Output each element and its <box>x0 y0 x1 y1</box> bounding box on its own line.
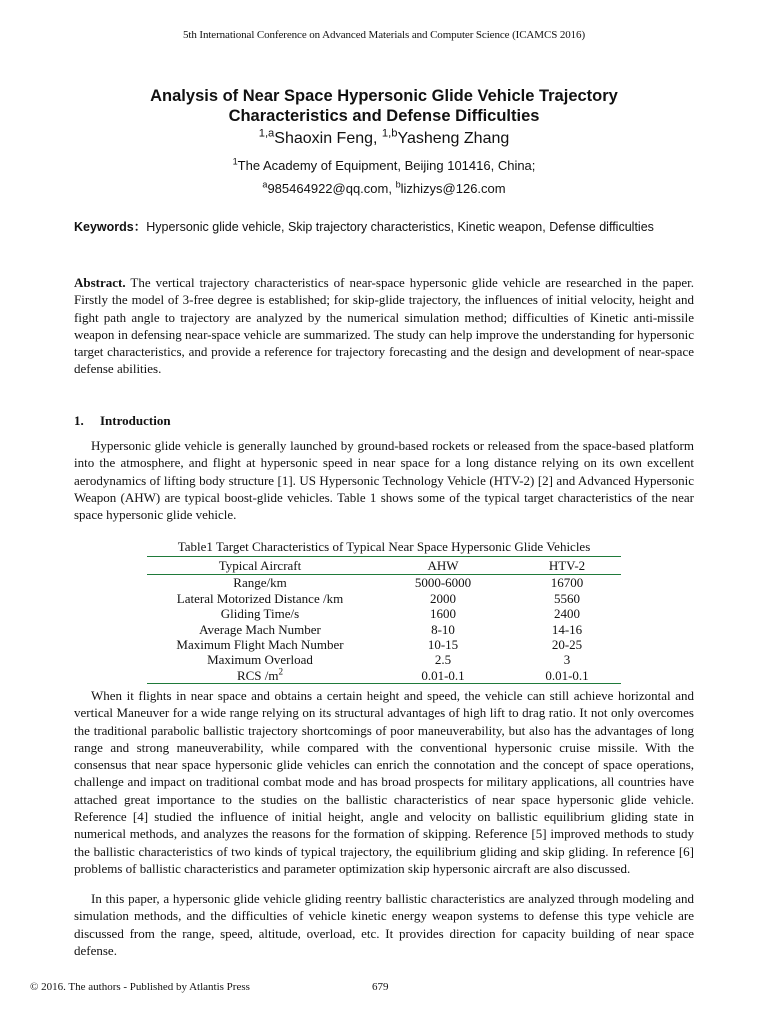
intro-paragraph-3: In this paper, a hypersonic glide vehicle gliding reentry ballistic characteristics are analyzed through modeling and simulation methods, and the difficulties of vehicle kinetic energy weapon systems to defense this type vehicle are discussed from the range, speed, altitude, overload, etc. It provides direction for capacity building of near space defense. <box>74 891 694 958</box>
table-cell: 0.01-0.1 <box>545 667 589 683</box>
email-b-superscript: b <box>395 179 401 190</box>
table-cell: 2000 <box>430 590 456 606</box>
table-cell: 5000-6000 <box>414 575 472 591</box>
table-cell: 20-25 <box>551 637 583 653</box>
target-characteristics-table <box>147 556 621 684</box>
table-cell: Lateral Motorized Distance /km <box>176 590 344 606</box>
abstract-text: The vertical trajectory characteristics of near-space hypersonic glide vehicle are researched in the paper. Firstly the model of 3-free degree is established; for skip-glide trajectory, the influences of initial velocity, height and fight path angle to trajectory are analyzed by the numerical simulation method; difficulties of Kinetic anti-missile weapon in defensing near-space vehicle are summarized. The study can help improve the understanding for hypersonic target characteristics, and provide a reference for trajectory forecasting and the design and development of near-space defense abilities. <box>74 275 694 377</box>
footer-copyright: © 2016. The authors - Published by Atlantis Press <box>30 981 250 993</box>
table-header-cell: Typical Aircraft <box>147 557 373 575</box>
table-cell: 3 <box>563 652 571 668</box>
section-number: 1. <box>74 413 84 428</box>
table-header-row <box>147 557 621 575</box>
page-number: 679 <box>372 981 389 993</box>
table-cell: 5560 <box>554 590 580 606</box>
author2-name: Yasheng Zhang <box>397 130 510 147</box>
author1-superscript: 1,a <box>258 127 275 140</box>
table-cell: 8-10 <box>431 621 455 637</box>
abstract <box>74 274 694 378</box>
paper-title <box>60 86 708 126</box>
table-row <box>147 652 621 667</box>
intro-paragraph-1: Hypersonic glide vehicle is generally launched by ground-based rockets or released from the space-based platform into the atmosphere, and flight at hypersonic speed in near space for a long distance relying on its own excellent aerodynamics of lifting body structure [1]. US Hypersonic Technology Vehicle (HTV-2) [2] and Advanced Hypersonic Weapon (AHW) are typical boost-glide vehicles. Table 1 shows some of the typical target characteristics of the near space hypersonic glide vehicle. <box>74 438 694 523</box>
table-cell: 2400 <box>554 606 580 622</box>
affiliation-text: The Academy of Equipment, Beijing 101416, China; <box>237 158 536 173</box>
conference-header: 5th International Conference on Advanced Materials and Computer Science (ICAMCS 2016) <box>182 29 586 41</box>
affiliation <box>0 157 768 175</box>
table-cell: 10-15 <box>427 637 459 653</box>
rcs-superscript: 2 <box>278 666 284 677</box>
affiliation-superscript: 1 <box>232 156 238 167</box>
table-cell: Average Mach Number <box>199 621 321 637</box>
table-cell: 1600 <box>430 606 456 622</box>
table-row <box>147 622 621 637</box>
table-cell: 0.01-0.1 <box>421 667 465 683</box>
email-b: lizhizys@126.com <box>400 181 506 196</box>
table-cell: 2.5 <box>434 652 452 668</box>
table-cell: Maximum Flight Mach Number <box>176 637 344 653</box>
table-header-cell: AHW <box>373 557 513 575</box>
table-row <box>147 668 621 684</box>
rcs-label: RCS /m <box>236 667 279 683</box>
table-cell: Gliding Time/s <box>220 606 300 622</box>
table-cell: 16700 <box>550 575 584 591</box>
table-cell: Range/km <box>233 575 287 591</box>
author1-name: Shaoxin Feng, <box>274 130 382 147</box>
table-cell <box>147 668 373 684</box>
keywords-label: Keywords： <box>74 220 147 234</box>
table-cell: Maximum Overload <box>207 652 313 668</box>
email-a: 985464922@qq.com, <box>267 181 396 196</box>
table-row <box>147 606 621 621</box>
table-row <box>147 637 621 652</box>
table-row <box>147 575 621 591</box>
author2-superscript: 1,b <box>381 127 398 140</box>
title-line-1: Analysis of Near Space Hypersonic Glide Vehicle Trajectory <box>150 87 618 105</box>
table-caption: Table1 Target Characteristics of Typical Near Space Hypersonic Glide Vehicles <box>177 539 591 554</box>
title-line-2: Characteristics and Defense Difficulties <box>228 107 540 125</box>
keywords <box>74 219 694 236</box>
table-row <box>147 591 621 606</box>
email-a-superscript: a <box>262 179 268 190</box>
intro-paragraph-2: When it flights in near space and obtains a certain height and speed, the vehicle can still achieve horizontal and vertical Maneuver for a wide range relying on its structural advantages of high lift to drag ratio. It not only overcomes the traditional parabolic ballistic trajectory shortcomings of poor maneuverability, but also has the advantages of long range and strong maneuverability, while compared with the conventional hypersonic cruise missile. With the consensus that near space hypersonic glide vehicles can enrich the connotation and the concept of space operations, challenge and impact on traditional combat mode and has broad prospects for military applications, all countries have attached great importance to the studies on the ballistic characteristics of near space hypersonic glide vehicle. Reference [4] studied the influence of initial height, angle and velocity on ballistic equilibrium gliding state in numerical methods, and analyzes the reasons for the formation of skipping. Reference [5] improved methods to study the ballistic characteristics of two kinds of typical trajectory, the equilibrium gliding and skip gliding. In reference [6] problems of ballistic characteristics and parameter optimization skip hypersonic aircraft are also discussed. <box>74 688 694 876</box>
abstract-label: Abstract. <box>74 275 126 290</box>
author-emails <box>0 180 768 198</box>
table-cell: 14-16 <box>551 621 583 637</box>
section-heading-introduction <box>74 413 694 429</box>
section-title: Introduction <box>100 413 171 428</box>
keywords-text: Hypersonic glide vehicle, Skip trajectory characteristics, Kinetic weapon, Defense difficulties <box>146 220 654 234</box>
authors <box>0 128 768 150</box>
table-header-cell: HTV-2 <box>513 557 621 575</box>
